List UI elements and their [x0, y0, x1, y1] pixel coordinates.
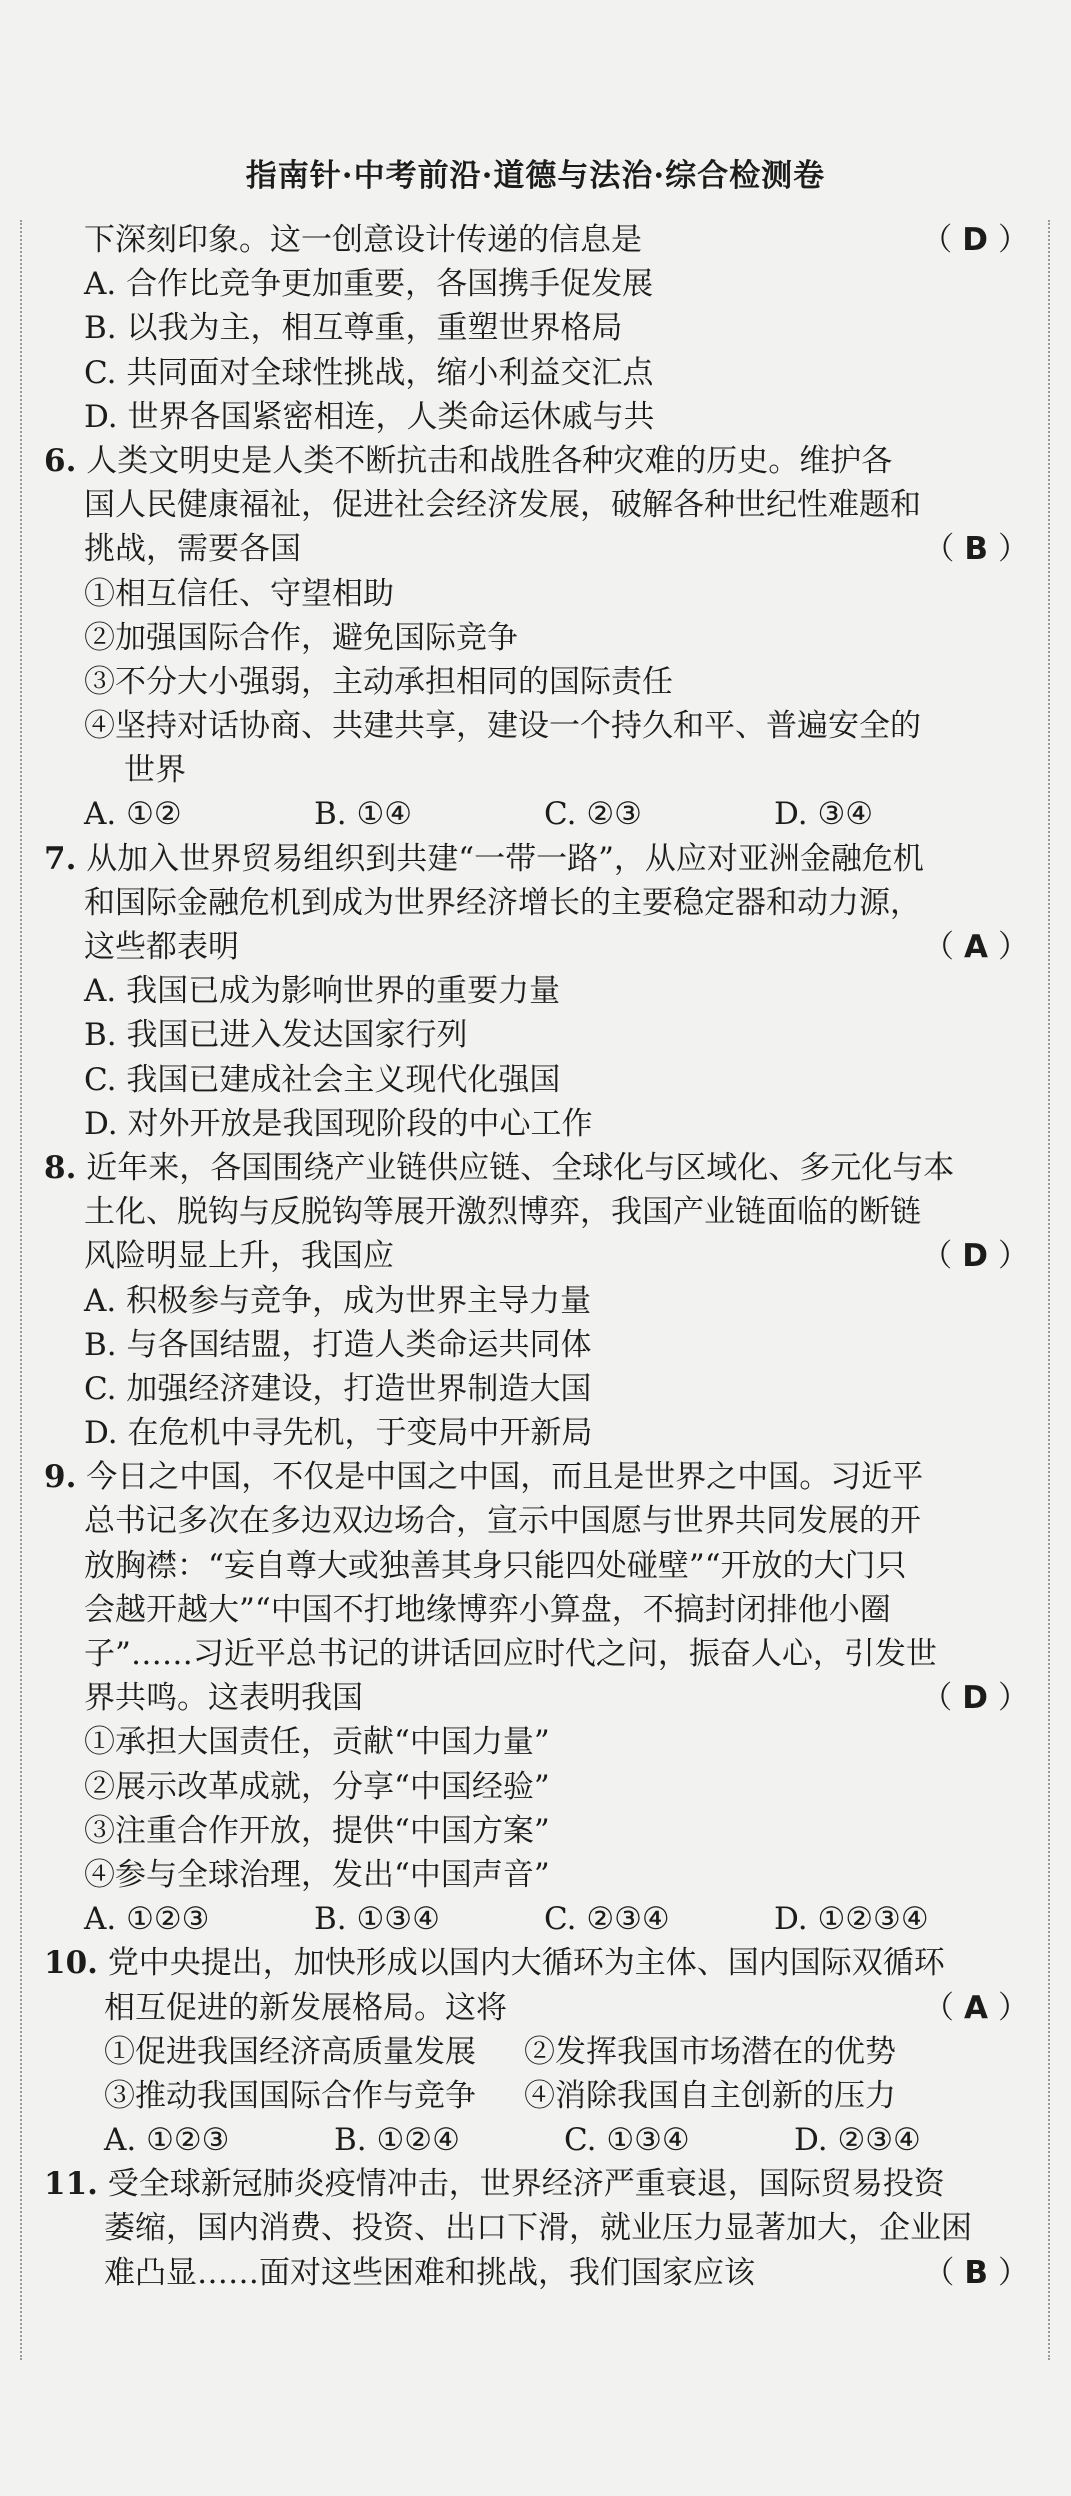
question-9-stem-line-3: 放胸襟：“妄自尊大或独善其身只能四处碰壁”“开放的大门只 — [84, 1547, 907, 1584]
question-7-option-c: C. 我国已建成社会主义现代化强国 — [84, 1061, 561, 1098]
question-6-stem-line-3: 挑战，需要各国 （ B ） — [44, 527, 1029, 571]
question-9-options — [44, 1897, 1029, 1941]
question-10-answer: （ A ） — [923, 1989, 1029, 2026]
question-10-items-row-2 — [44, 2074, 1029, 2118]
question-9-option-d: D. ①②③④ — [774, 1901, 929, 1938]
question-8-option-b: B. 与各国结盟，打造人类命运共同体 — [84, 1326, 592, 1363]
question-8-answer: （ D ） — [921, 1238, 1029, 1275]
question-10-item-4: ④消除我国自主创新的压力 — [524, 2077, 896, 2114]
question-7-option-a: A. 我国已成为影响世界的重要力量 — [84, 973, 561, 1010]
right-margin-dotted-line — [1048, 220, 1050, 2360]
question-5-option-a: A. 合作比竞争更加重要，各国携手促发展 — [84, 266, 654, 303]
question-11-stem-line-2: 萎缩，国内消费、投资、出口下滑，就业压力显著加大，企业困 — [104, 2210, 972, 2247]
question-8-stem-line-2: 土化、脱钩与反脱钩等展开激烈博弈，我国产业链面临的断链 — [84, 1194, 921, 1231]
question-10-stem-line-2: 相互促进的新发展格局。这将 （ A ） — [44, 1986, 1029, 2030]
question-5-option-b: B. 以我为主，相互尊重，重塑世界格局 — [84, 310, 623, 347]
question-9-option-a: A. ①②③ — [84, 1901, 210, 1938]
question-7-stem-line-1: 7. 从加入世界贸易组织到共建“一带一路”，从应对亚洲金融危机 — [44, 840, 924, 877]
question-6-item-3: ③不分大小强弱，主动承担相同的国际责任 — [84, 663, 673, 700]
question-10-option-a: A. ①②③ — [104, 2122, 230, 2159]
question-8-number: 8. — [44, 1149, 77, 1186]
question-6-item-4-cont: 世界 — [124, 752, 186, 789]
question-6-stem-line-1: 6. 人类文明史是人类不断抗击和战胜各种灾难的历史。维护各 — [44, 442, 893, 479]
question-6-item-1: ①相互信任、守望相助 — [84, 575, 394, 612]
question-10-options — [44, 2118, 1029, 2162]
question-11-number: 11. — [44, 2166, 98, 2203]
question-10-option-d: D. ②③④ — [794, 2122, 921, 2159]
question-7-answer: （ A ） — [923, 929, 1029, 965]
question-6-option-b: B. ①④ — [314, 796, 413, 833]
question-11-stem-line-1: 11. 受全球新冠肺炎疫情冲击，世界经济严重衰退，国际贸易投资 — [44, 2166, 945, 2203]
question-6-option-d: D. ③④ — [774, 796, 874, 833]
question-10-number: 10. — [44, 1945, 98, 1982]
question-6-number: 6. — [44, 442, 77, 479]
question-8-option-d: D. 在危机中寻先机，于变局中开新局 — [84, 1415, 593, 1452]
question-9-stem-line-4: 会越开越大”“中国不打地缘博弈小算盘，不搞封闭排他小圈 — [84, 1591, 891, 1628]
question-10-item-3: ③推动我国国际合作与竞争 — [104, 2077, 476, 2114]
question-10-item-2: ②发挥我国市场潜在的优势 — [524, 2033, 896, 2070]
question-7-option-d: D. 对外开放是我国现阶段的中心工作 — [84, 1105, 593, 1142]
question-10-option-c: C. ①③④ — [564, 2122, 690, 2159]
question-10-item-1: ①促进我国经济高质量发展 — [104, 2033, 476, 2070]
question-5-stem-tail: 下深刻印象。这一创意设计传递的信息是 （ D ） — [44, 218, 1029, 262]
left-margin-dotted-line — [20, 220, 22, 2360]
question-8-stem-line-3: 风险明显上升，我国应 （ D ） — [44, 1234, 1029, 1278]
question-6-item-4: ④坚持对话协商、共建共享，建设一个持久和平、普遍安全的 — [84, 708, 921, 745]
question-9-stem-line-1: 9. 今日之中国，不仅是中国之中国，而且是世界之中国。习近平 — [44, 1459, 924, 1496]
question-9-stem-line-6: 界共鸣。这表明我国 （ D ） — [44, 1676, 1029, 1720]
question-6-item-2: ②加强国际合作，避免国际竞争 — [84, 619, 518, 656]
question-8-option-a: A. 积极参与竞争，成为世界主导力量 — [84, 1282, 592, 1319]
question-9-answer: （ D ） — [921, 1680, 1029, 1717]
question-content — [44, 218, 1029, 2295]
question-7-stem-line-2: 和国际金融危机到成为世界经济增长的主要稳定器和动力源， — [84, 884, 921, 921]
question-5-option-d: D. 世界各国紧密相连，人类命运休戚与共 — [84, 398, 655, 435]
question-11-stem-line-3: 难凸显……面对这些困难和挑战，我们国家应该 （ B ） — [44, 2251, 1029, 2295]
question-8-option-c: C. 加强经济建设，打造世界制造大国 — [84, 1370, 592, 1407]
question-10-option-b: B. ①②④ — [334, 2122, 460, 2159]
question-9-item-4: ④参与全球治理，发出“中国声音” — [84, 1856, 550, 1893]
question-7-number: 7. — [44, 840, 77, 877]
question-5-option-c: C. 共同面对全球性挑战，缩小利益交汇点 — [84, 354, 654, 391]
question-9-option-c: C. ②③④ — [544, 1901, 670, 1938]
question-9-stem-line-2: 总书记多次在多边双边场合，宣示中国愿与世界共同发展的开 — [84, 1503, 921, 1540]
question-9-item-3: ③注重合作开放，提供“中国方案” — [84, 1812, 550, 1849]
page-header: 指南针·中考前沿·道德与法治·综合检测卷 — [245, 158, 826, 194]
question-10-stem-line-1: 10. 党中央提出，加快形成以国内大循环为主体、国内国际双循环 — [44, 1945, 945, 1982]
question-6-option-c: C. ②③ — [544, 796, 642, 833]
question-9-item-1: ①承担大国责任，贡献“中国力量” — [84, 1724, 550, 1761]
question-9-stem-line-5: 子”……习近平总书记的讲话回应时代之问，振奋人心，引发世 — [84, 1636, 937, 1672]
question-9-item-2: ②展示改革成就，分享“中国经验” — [84, 1768, 550, 1805]
question-8-stem-line-1: 8. 近年来，各国围绕产业链供应链、全球化与区域化、多元化与本 — [44, 1149, 955, 1186]
question-7-option-b: B. 我国已进入发达国家行列 — [84, 1017, 468, 1054]
question-10-items-row-1 — [44, 2030, 1029, 2074]
question-6-stem-line-2: 国人民健康福祉，促进社会经济发展，破解各种世纪性难题和 — [84, 487, 921, 524]
question-7-stem-line-3: 这些都表明 （ A ） — [44, 925, 1029, 969]
question-6-answer: （ B ） — [923, 531, 1029, 568]
question-9-number: 9. — [44, 1459, 77, 1496]
question-9-option-b: B. ①③④ — [314, 1901, 440, 1938]
question-5-answer: （ D ） — [921, 222, 1029, 258]
question-11-answer: （ B ） — [923, 2254, 1029, 2291]
question-6-option-a: A. ①② — [84, 796, 182, 833]
question-6-options — [44, 792, 1029, 836]
